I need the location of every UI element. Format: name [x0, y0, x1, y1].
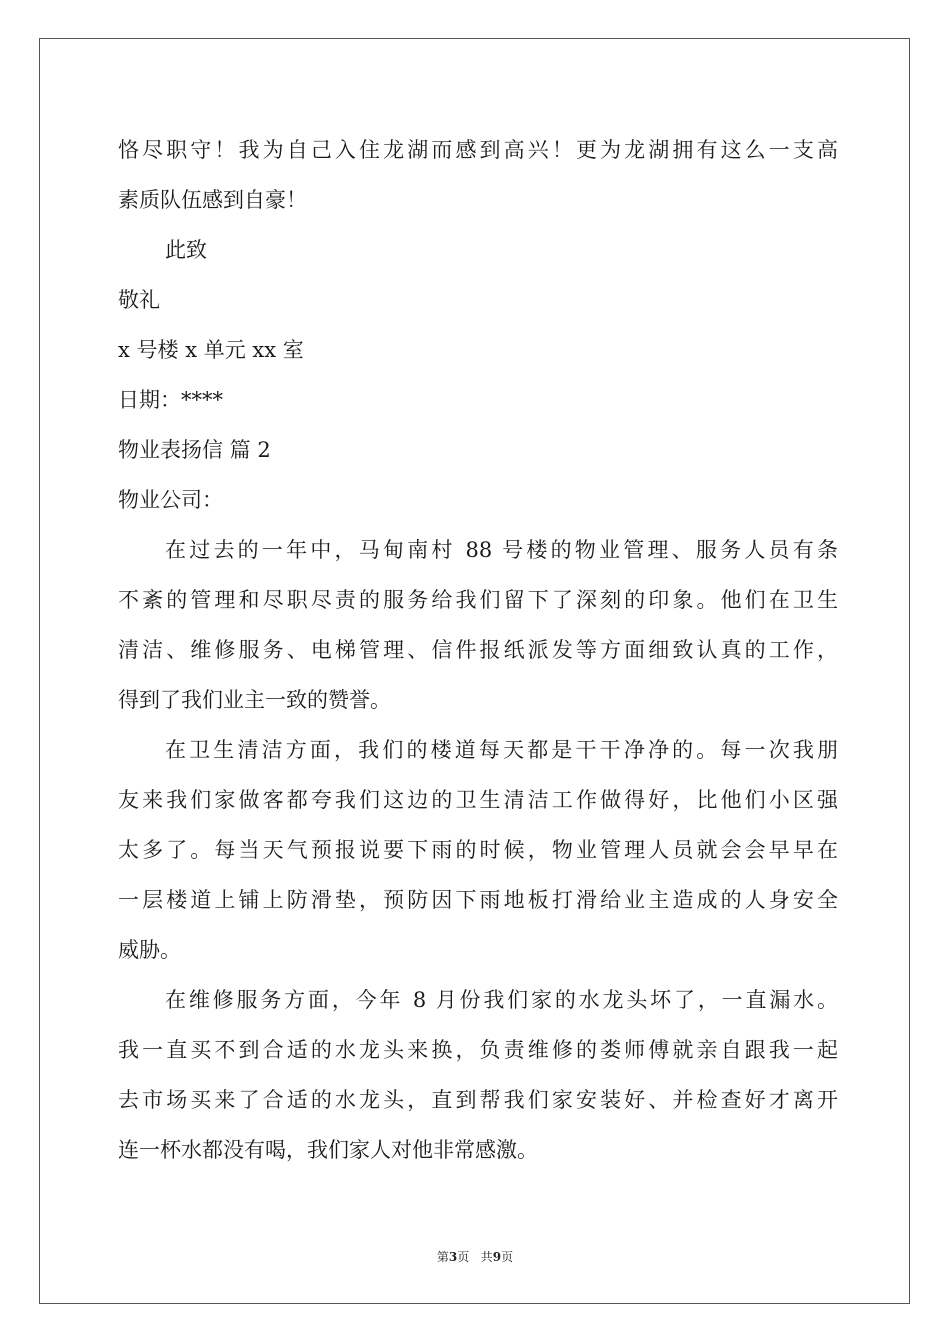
body-line: 在卫生清洁方面，我们的楼道每天都是干干净净的。每一次我朋 — [165, 738, 838, 762]
body-line: 在过去的一年中，马甸南村 88 号楼的物业管理、服务人员有条 — [165, 538, 838, 562]
body-line: 一层楼道上铺上防滑垫，预防因下雨地板打滑给业主造成的人身安全 — [118, 888, 838, 912]
salutation-line: 敬礼 — [118, 288, 160, 312]
page-suffix: 页 — [501, 1250, 514, 1264]
body-line: 我一直买不到合适的水龙头来换，负责维修的娄师傅就亲自跟我一起 — [118, 1038, 838, 1062]
section-title: 物业表扬信 篇 2 — [118, 438, 271, 462]
body-line: 素质队伍感到自豪！ — [118, 188, 307, 212]
page-number: 3 — [448, 1250, 458, 1264]
signature-address: x 号楼 x 单元 xx 室 — [118, 338, 304, 362]
recipient-line: 物业公司： — [118, 488, 223, 512]
body-line: 连一杯水都没有喝，我们家人对他非常感激。 — [118, 1138, 538, 1162]
page-border — [39, 38, 910, 1304]
body-line: 威胁。 — [118, 938, 181, 962]
page-footer — [0, 1248, 950, 1265]
page-mid: 页 共 — [457, 1250, 493, 1264]
body-line: 得到了我们业主一致的赞誉。 — [118, 688, 391, 712]
salutation-line: 此致 — [165, 238, 207, 262]
body-line: 太多了。每当天气预报说要下雨的时候，物业管理人员就会会早早在 — [118, 838, 838, 862]
body-line: 去市场买来了合适的水龙头，直到帮我们家安装好、并检查好才离开 — [118, 1088, 838, 1112]
body-line: 友来我们家做客都夸我们这边的卫生清洁工作做得好，比他们小区强 — [118, 788, 838, 812]
page-prefix: 第 — [436, 1250, 449, 1264]
signature-date: 日期：**** — [118, 388, 223, 412]
body-line: 不紊的管理和尽职尽责的服务给我们留下了深刻的印象。他们在卫生 — [118, 588, 838, 612]
body-line: 在维修服务方面，今年 8 月份我们家的水龙头坏了，一直漏水。 — [165, 988, 838, 1012]
body-line: 恪尽职守！我为自己入住龙湖而感到高兴！更为龙湖拥有这么一支高 — [118, 138, 838, 162]
page-total: 9 — [492, 1250, 502, 1264]
body-line: 清洁、维修服务、电梯管理、信件报纸派发等方面细致认真的工作， — [118, 638, 838, 662]
